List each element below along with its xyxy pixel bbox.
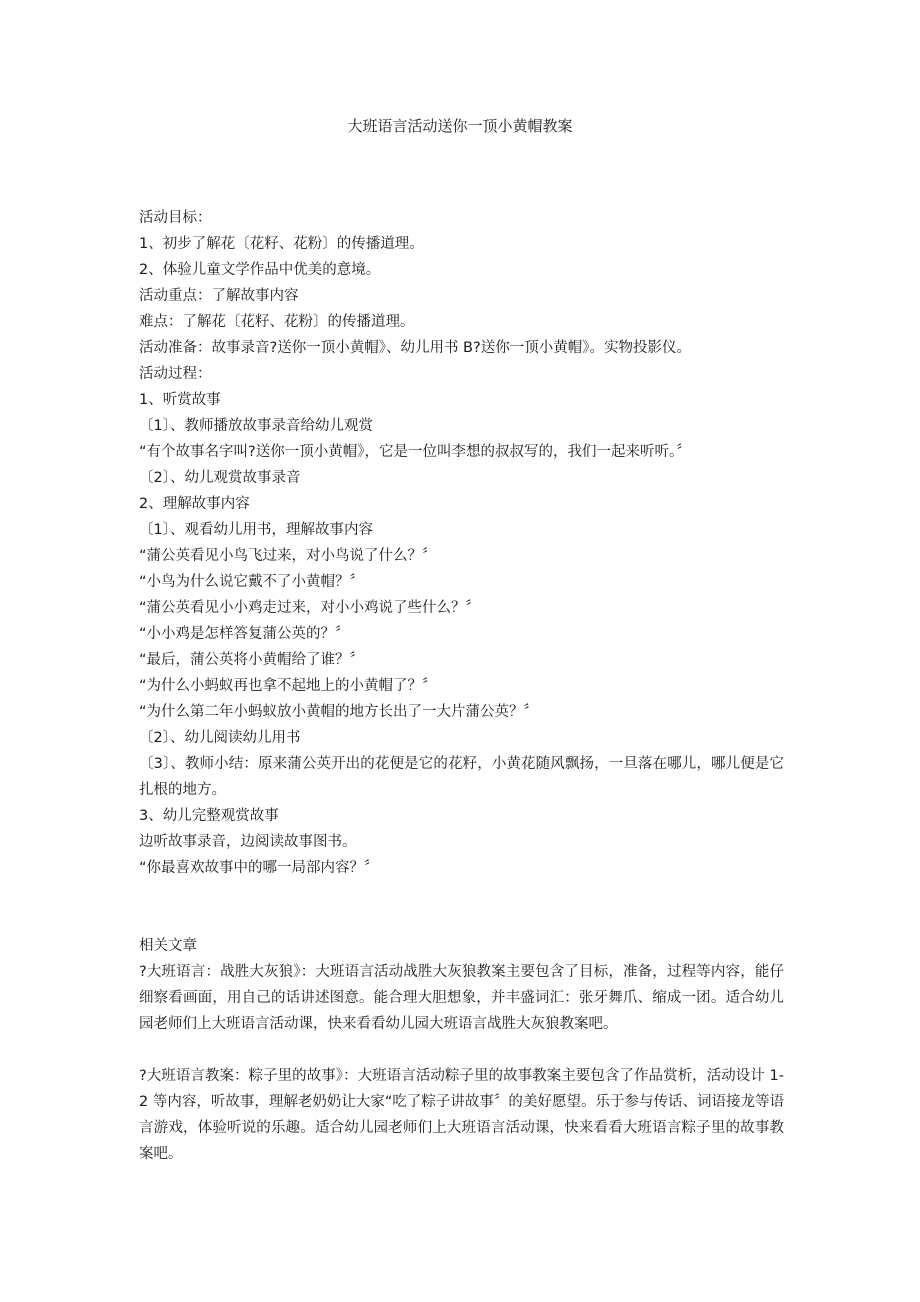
question-3: “蒲公英看见小小鸡走过来，对小小鸡说了些什么？〞 [139,600,481,616]
question-4: “小小鸡是怎样答复蒲公英的？〞 [139,626,350,642]
goal-item-2: 2、体验儿童文学作品中优美的意境。 [139,262,381,278]
step-3-instruction: 边听故事录音，边阅读故事图书。 [139,834,357,850]
step-1-quote: “有个故事名字叫?送你一顶小黄帽》，它是一位叫李想的叔叔写的，我们一起来听听。〞 [139,444,691,460]
question-7: “为什么第二年小蚂蚁放小黄帽的地方长出了一大片蒲公英？〞 [139,704,539,720]
spacer [139,1037,784,1063]
spacer [139,881,784,933]
difficulty-point: 难点：了解花〔花籽、花粉〕的传播道理。 [139,314,415,330]
question-2: “小鸟为什么说它戴不了小黄帽？〞 [139,574,365,590]
step-3-heading: 3、幼儿完整观赏故事 [139,808,279,824]
focus-point: 活动重点：了解故事内容 [139,288,299,304]
step-2-sub-1: 〔1〕、观看幼儿用书，理解故事内容 [139,522,373,538]
related-heading: 相关文章 [139,938,197,954]
document-body [139,205,784,1167]
preparation: 活动准备：故事录音?送你一顶小黄帽》、幼儿用书 B?送你一顶小黄帽》。实物投影仪。 [139,340,691,356]
related-article-2: ?大班语言教案：粽子里的故事》：大班语言活动粽子里的故事教案主要包含了作品赏析，活动设计 1-2 等内容，听故事，理解老奶奶让大家“吃了粽子讲故事〞的美好愿望。乐于参与传话、词语接龙等语言游戏，体验听说的乐趣。适合幼儿园老师们上大班语言活动课，快来看看大班语言粽子里的故事教案吧。 [139,1068,784,1162]
question-1: “蒲公英看见小鸟飞过来，对小鸟说了什么？〞 [139,548,437,564]
question-6: “为什么小蚂蚁再也拿不起地上的小黄帽了？〞 [139,678,437,694]
step-1-sub-2: 〔2〕、幼儿观赏故事录音 [139,470,301,486]
goal-item-1: 1、初步了解花〔花籽、花粉〕的传播道理。 [139,236,424,252]
teacher-summary: 〔3〕、教师小结：原来蒲公英开出的花便是它的花籽，小黄花随风飘扬，一旦落在哪儿，哪儿便是它扎根的地方。 [139,756,784,798]
related-article-1: ?大班语言：战胜大灰狼》：大班语言活动战胜大灰狼教案主要包含了目标，准备，过程等内容，能仔细察看画面，用自己的话讲述图意。能合理大胆想象，并丰盛词汇：张牙舞爪、缩成一团。适合幼儿园老师们上大班语言活动课，快来看看幼儿园大班语言战胜大灰狼教案吧。 [139,964,784,1032]
section-heading-process: 活动过程： [139,366,212,382]
step-2-heading: 2、理解故事内容 [139,496,250,512]
step-1-heading: 1、听赏故事 [139,392,221,408]
step-3-question: “你最喜欢故事中的哪一局部内容？〞 [139,860,379,876]
step-2-sub-2: 〔2〕、幼儿阅读幼儿用书 [139,730,301,746]
document-title: 大班语言活动送你一顶小黄帽教案 [347,117,573,135]
question-5: “最后，蒲公英将小黄帽给了谁？〞 [139,652,365,668]
section-heading-goals: 活动目标： [139,210,212,226]
step-1-sub-1: 〔1〕、教师播放故事录音给幼儿观赏 [139,418,373,434]
